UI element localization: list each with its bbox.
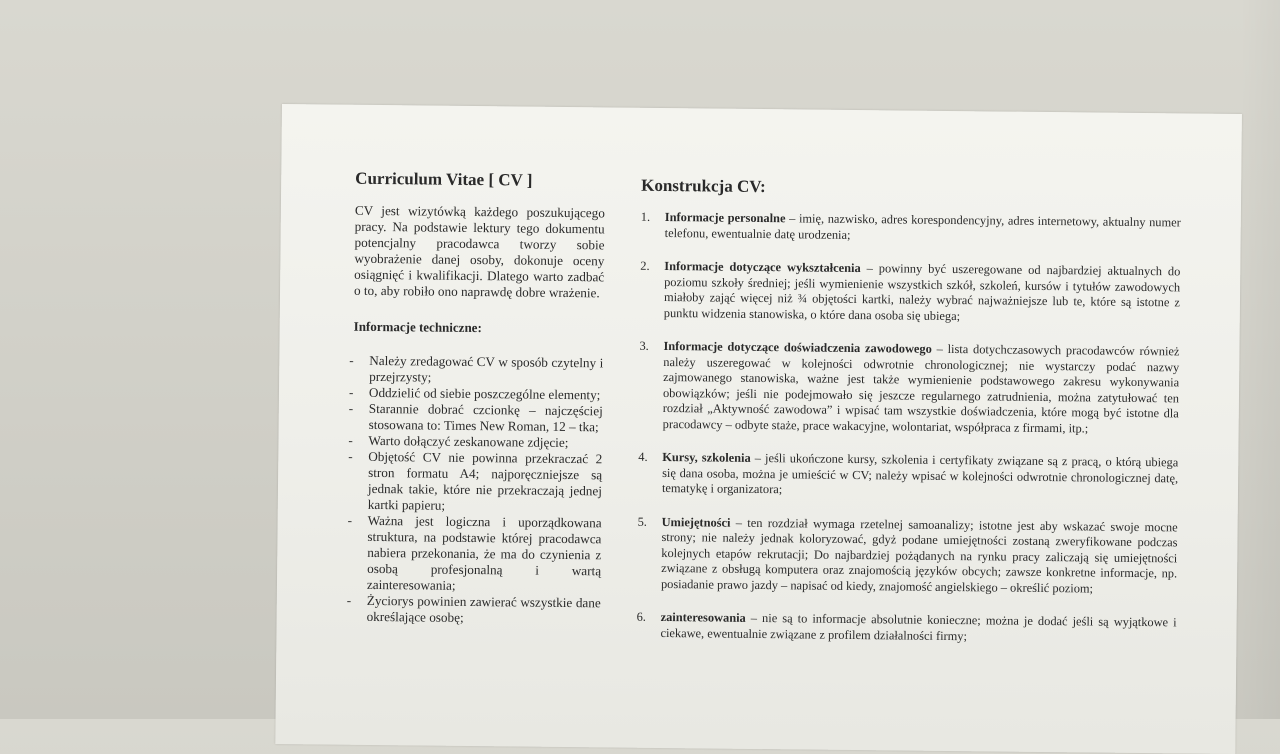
list-item: - Ważna jest logiczna i uporządkowana struktura, na podstawie której pracodawca nabiera przekonania, że ma do czynienia z osobą profesjonalną i wartą zainteresowania; [351, 513, 602, 596]
cv-title: Curriculum Vitae [ CV ] [355, 168, 533, 190]
list-item: 3. Informacje dotyczące doświadczenia zawodowego – lista dotychczasowych pracodawców również należy uszeregować w kolejności odwrotnie chronologicznej; nie wystarczy podać nazwy zajmowanego stanowiska, ważne jest także wymienienie podstawowego zakresu wykonywania obowiązków; jeśli nie podejmowało się jeszcze regularnego zatrudnienia, można zatytułować ten rozdział „Aktywność zawodowa” i wpisać tam wszystkie doświadczenia, które mogą być istotne dla pracodawcy – odbyte staże, prace wakacyjne, wolontariat, współpraca z firmami, itp.; [639, 338, 1180, 435]
list-item: 6. zainteresowania – nie są to informacje absolutnie konieczne; można je dodać jeśli są wyjątkowe i ciekawe, ewentualnie związane z profilem działalności firmy; [636, 609, 1177, 643]
list-item: - Życiorys powinien zawierać wszystkie dane określające osobę; [351, 593, 601, 628]
intro-paragraph: CV jest wizytówką każdego poszukującego pracy. Na podstawie lektury tego dokumentu potencjalny pracodawca tworzy sobie wyobrażenie danej osoby, dokonuje oceny osiągnięć i kwalifikacji. Dlatego warto zadbać o to, aby robiło ono naprawdę dobre wrażenie. [353, 202, 605, 301]
construction-title: Konstrukcja CV: [641, 175, 766, 197]
list-item: - Należy zredagować CV w sposób czytelny i przejrzysty; [353, 353, 603, 388]
right-column [636, 176, 1181, 665]
list-item: - Objętość CV nie powinna przekraczać 2 stron formatu A4; najporęczniejsze są jednak takie, które nie przekraczają jednej kartki papieru; [352, 449, 603, 516]
list-item: 5. Umiejętności – ten rozdział wymaga rzetelnej samoanalizy; istotne jest aby wskazać swoje mocne strony; nie należy jednak koloryzować, gdyż podane umiejętności zostaną zweryfikowane podczas kolejnych etapów rekrutacji; Do najbardziej pożądanych na rynku pracy zaliczają się umiejętności związane z obsługą komputera oraz znajomością języków obcych; zawsze konkretne informacje, np. posiadanie prawo jazdy – napisać od kiedy, znajomość angielskiego – określić poziom; [637, 514, 1178, 596]
construction-list [636, 210, 1180, 647]
list-item: - Warto dołączyć zeskanowane zdjęcie; [352, 433, 602, 452]
list-item: 1. Informacje personalne – imię, nazwisko, adres korespondencyjny, adres internetowy, aktualny numer telefonu, ewentualnie datę urodzenia; [640, 209, 1181, 242]
list-item: - Oddzielić od siebie poszczególne elementy; [353, 385, 603, 404]
list-item: 2. Informacje dotyczące wykształcenia – powinny być uszeregowane od najbardziej aktualnych do poziomu szkoły średniej; jeśli wymienienie wszystkich szkół, szkoleń, kursów i tytułów zawodowych miałoby zająć więcej niż ¾ objętości kartki, należy wybrać najważniejsze lub te, które są istotne z punktu widzenia stanowiska, o które dana osoba się ubiega; [640, 258, 1181, 323]
list-item: - Starannie dobrać czcionkę – najczęściej stosowana to: Times New Roman, 12 – tka; [353, 401, 603, 436]
paper-sheet [275, 104, 1242, 754]
list-item: 4. Kursy, szkolenia – jeśli ukończone kursy, szkolenia i certyfikaty związane są z pracą, o którą ubiega się dana osoba, można je umieścić w CV; należy wpisać w kolejności odwrotnie chronologicznej datę, tematykę i organizatora; [638, 449, 1179, 497]
edge-shadow [1240, 0, 1280, 719]
tech-heading: Informacje techniczne: [353, 318, 482, 336]
left-column [351, 169, 606, 628]
tips-list [351, 353, 604, 628]
